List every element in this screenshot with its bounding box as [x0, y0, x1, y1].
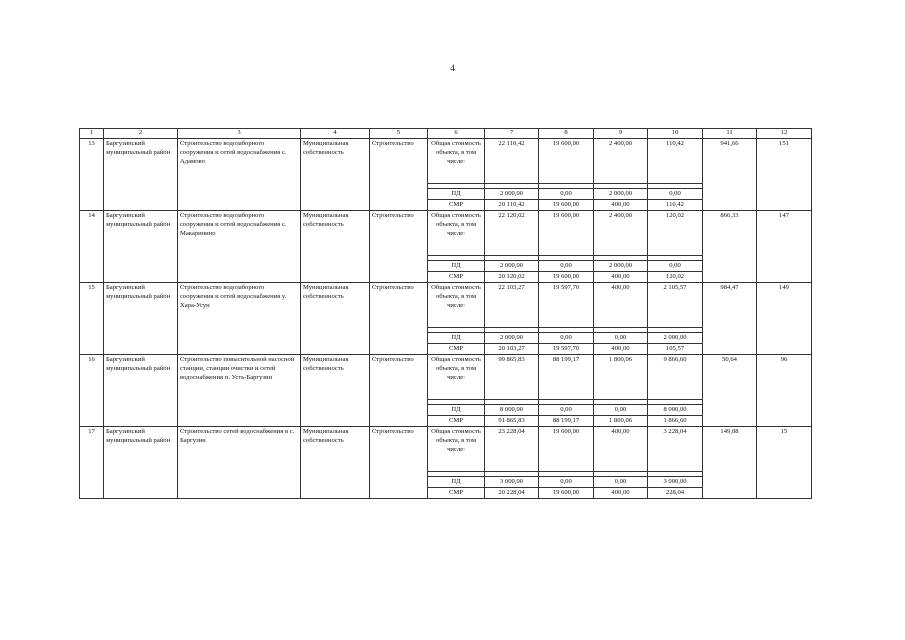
smr-value: 120,02 — [648, 272, 703, 283]
total-cost-label: Общая стоимость объекта, в том числе: — [428, 211, 485, 256]
work-type-cell: Строительство — [370, 427, 428, 499]
column-number: 11 — [703, 129, 757, 139]
column-number: 10 — [648, 129, 703, 139]
total-cost-value: 19 600,00 — [539, 139, 594, 184]
ownership-cell: Муниципальная собственность — [301, 427, 370, 499]
column-number: 2 — [104, 129, 178, 139]
district-cell: Баргузинский муниципальный район — [104, 283, 178, 355]
pd-value: 0,00 — [648, 261, 703, 272]
total-cost-value: 19 600,00 — [539, 211, 594, 256]
row-number: 17 — [80, 427, 104, 499]
total-cost-value: 22 103,27 — [485, 283, 539, 328]
col12-value: 147 — [757, 211, 812, 283]
total-cost-value: 1 800,06 — [594, 355, 648, 400]
smr-label: СМР — [428, 200, 485, 211]
district-cell: Баргузинский муниципальный район — [104, 139, 178, 211]
ownership-cell: Муниципальная собственность — [301, 283, 370, 355]
pd-value: 8 000,00 — [648, 405, 703, 416]
col11-value: 149,08 — [703, 427, 757, 499]
smr-value: 110,42 — [648, 200, 703, 211]
smr-value: 20 228,04 — [485, 488, 539, 499]
column-number: 8 — [539, 129, 594, 139]
column-number: 4 — [301, 129, 370, 139]
pd-value: 0,00 — [539, 477, 594, 488]
district-cell: Баргузинский муниципальный район — [104, 211, 178, 283]
work-type-cell: Строительство — [370, 211, 428, 283]
table-row — [80, 139, 812, 184]
smr-value: 20 103,27 — [485, 344, 539, 355]
table-row — [80, 283, 812, 328]
pd-value: 3 000,00 — [485, 477, 539, 488]
pd-value: 2 000,00 — [485, 333, 539, 344]
row-number: 15 — [80, 283, 104, 355]
pd-value: 0,00 — [539, 189, 594, 200]
pd-value: 0,00 — [594, 405, 648, 416]
pd-value: 0,00 — [648, 189, 703, 200]
smr-value: 1 866,60 — [648, 416, 703, 427]
smr-label: СМР — [428, 272, 485, 283]
pd-label: ПД — [428, 261, 485, 272]
smr-value: 400,00 — [594, 272, 648, 283]
page-number: 4 — [450, 63, 455, 73]
object-cell: Строительство водозаборного сооружения и сетей водоснабжения с. Адамово — [178, 139, 301, 211]
column-number: 9 — [594, 129, 648, 139]
total-cost-value: 2 400,00 — [594, 139, 648, 184]
pd-value: 2 000,00 — [485, 261, 539, 272]
smr-value: 228,04 — [648, 488, 703, 499]
pd-label: ПД — [428, 405, 485, 416]
total-cost-value: 99 865,83 — [485, 355, 539, 400]
total-cost-value: 400,00 — [594, 283, 648, 328]
object-cell: Строительство повысительной насосной станции, станции очистки и сетей водоснабжения п. Усть-Баргузин — [178, 355, 301, 427]
smr-value: 20 120,02 — [485, 272, 539, 283]
column-number: 3 — [178, 129, 301, 139]
total-cost-value: 2 105,57 — [648, 283, 703, 328]
pd-value: 0,00 — [594, 333, 648, 344]
object-cell: Строительство водозаборного сооружения и сетей водоснабжения у. Хара-Усун — [178, 283, 301, 355]
smr-value: 88 199,17 — [539, 416, 594, 427]
total-cost-value: 19 597,70 — [539, 283, 594, 328]
total-cost-label: Общая стоимость объекта, в том числе: — [428, 355, 485, 400]
pd-label: ПД — [428, 189, 485, 200]
col11-value: 866,33 — [703, 211, 757, 283]
smr-value: 400,00 — [594, 488, 648, 499]
investment-table — [79, 128, 812, 499]
smr-value: 400,00 — [594, 200, 648, 211]
pd-label: ПД — [428, 333, 485, 344]
total-cost-value: 400,00 — [594, 427, 648, 472]
total-cost-value: 110,42 — [648, 139, 703, 184]
col11-value: 50,64 — [703, 355, 757, 427]
col12-value: 96 — [757, 355, 812, 427]
table-row — [80, 355, 812, 400]
district-cell: Баргузинский муниципальный район — [104, 427, 178, 499]
smr-value: 19 600,00 — [539, 200, 594, 211]
total-cost-value: 22 110,42 — [485, 139, 539, 184]
smr-value: 19 597,70 — [539, 344, 594, 355]
smr-value: 20 110,42 — [485, 200, 539, 211]
total-cost-value: 120,02 — [648, 211, 703, 256]
total-cost-value: 22 120,02 — [485, 211, 539, 256]
total-cost-value: 3 228,04 — [648, 427, 703, 472]
col11-value: 941,66 — [703, 139, 757, 211]
pd-value: 8 000,00 — [485, 405, 539, 416]
pd-value: 2 000,00 — [594, 261, 648, 272]
total-cost-label: Общая стоимость объекта, в том числе: — [428, 283, 485, 328]
work-type-cell: Строительство — [370, 283, 428, 355]
smr-label: СМР — [428, 488, 485, 499]
column-number-row — [80, 129, 812, 139]
total-cost-value: 23 228,04 — [485, 427, 539, 472]
column-number: 1 — [80, 129, 104, 139]
smr-label: СМР — [428, 344, 485, 355]
column-number: 12 — [757, 129, 812, 139]
smr-value: 105,57 — [648, 344, 703, 355]
table-row — [80, 211, 812, 256]
col12-value: 149 — [757, 283, 812, 355]
column-number: 7 — [485, 129, 539, 139]
pd-value: 2 000,00 — [485, 189, 539, 200]
col12-value: 15 — [757, 427, 812, 499]
district-cell: Баргузинский муниципальный район — [104, 355, 178, 427]
object-cell: Строительство сетей водоснабжения в с. Баргузин — [178, 427, 301, 499]
pd-value: 2 000,00 — [594, 189, 648, 200]
work-type-cell: Строительство — [370, 355, 428, 427]
pd-value: 2 000,00 — [648, 333, 703, 344]
ownership-cell: Муниципальная собственность — [301, 139, 370, 211]
row-number: 13 — [80, 139, 104, 211]
work-type-cell: Строительство — [370, 139, 428, 211]
table-row — [80, 427, 812, 472]
smr-label: СМР — [428, 416, 485, 427]
column-number: 6 — [428, 129, 485, 139]
smr-value: 91 865,83 — [485, 416, 539, 427]
column-number: 5 — [370, 129, 428, 139]
total-cost-value: 19 600,00 — [539, 427, 594, 472]
pd-label: ПД — [428, 477, 485, 488]
row-number: 16 — [80, 355, 104, 427]
pd-value: 0,00 — [539, 261, 594, 272]
pd-value: 0,00 — [539, 405, 594, 416]
smr-value: 19 600,00 — [539, 272, 594, 283]
row-number: 14 — [80, 211, 104, 283]
object-cell: Строительство водозаборного сооружения и сетей водоснабжения с. Макаринино — [178, 211, 301, 283]
smr-value: 1 800,06 — [594, 416, 648, 427]
pd-value: 0,00 — [594, 477, 648, 488]
pd-value: 3 000,00 — [648, 477, 703, 488]
total-cost-value: 88 199,17 — [539, 355, 594, 400]
total-cost-label: Общая стоимость объекта, в том числе: — [428, 427, 485, 472]
col12-value: 151 — [757, 139, 812, 211]
col11-value: 984,47 — [703, 283, 757, 355]
smr-value: 19 600,00 — [539, 488, 594, 499]
ownership-cell: Муниципальная собственность — [301, 355, 370, 427]
total-cost-label: Общая стоимость объекта, в том числе: — [428, 139, 485, 184]
pd-value: 0,00 — [539, 333, 594, 344]
total-cost-value: 2 400,00 — [594, 211, 648, 256]
ownership-cell: Муниципальная собственность — [301, 211, 370, 283]
total-cost-value: 9 866,60 — [648, 355, 703, 400]
smr-value: 400,00 — [594, 344, 648, 355]
